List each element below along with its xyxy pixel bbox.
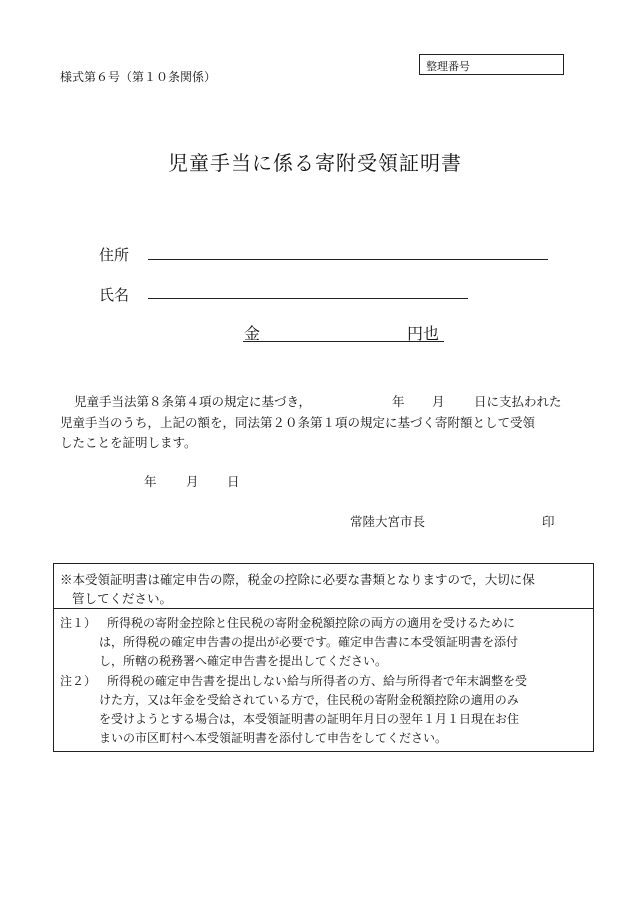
note-2-line: けた方，又は年金を受給されている方で，住民税の寄附金税額控除の適用のみ (99, 693, 519, 707)
note-1-line: は，所得税の確定申告書の提出が必要です。確定申告書に本受領証明書を添付 (99, 635, 519, 649)
notice-line-2: 管してください。 (72, 591, 173, 606)
issue-date-day: 日 (227, 474, 240, 489)
reference-number-box[interactable] (419, 54, 564, 75)
body-year-label: 年 (392, 394, 405, 409)
issue-date-year: 年 (144, 474, 157, 489)
form-number: 様式第６号（第１０条関係） (60, 70, 217, 84)
note-2-line: 所得税の確定申告書を提出しない給与所得者の方、給与所得者で年末調整を受 (107, 674, 528, 688)
name-field[interactable] (148, 298, 468, 299)
note-1-heading: 注１） (60, 616, 97, 630)
note-2-heading: 注２） (60, 674, 97, 688)
address-field[interactable] (148, 259, 548, 260)
note-1-line: 所得税の寄附金控除と住民税の寄附金税額控除の両方の適用を受けるために (107, 616, 516, 630)
name-label: 氏名 (99, 286, 130, 304)
body-line-3: したことを証明します。 (60, 435, 197, 450)
amount-field[interactable] (243, 341, 444, 342)
address-label: 住所 (99, 246, 130, 264)
body-month-label: 月 (432, 394, 445, 409)
issue-date-month: 月 (186, 474, 199, 489)
page-title: 児童手当に係る寄附受領証明書 (168, 151, 462, 175)
reference-number-label: 整理番号 (426, 60, 470, 73)
amount-prefix: 金 (244, 324, 261, 343)
note-2-line: まいの市区町村へ本受領証明書を添付して申告をしてください。 (99, 731, 448, 745)
body-line-1: 児童手当法第８条第４項の規定に基づき， (74, 394, 312, 409)
notice-line-1: ※本受領証明書は確定申告の際，税金の控除に必要な書類となりますので，大切に保 (60, 572, 535, 587)
amount-suffix: 円也 (407, 324, 440, 343)
notice-divider (53, 608, 594, 609)
body-line-2: 児童手当のうち，上記の額を，同法第２０条第１項の規定に基づく寄附額として受領 (60, 415, 536, 430)
body-day-label: 日に支払われた (474, 394, 562, 409)
note-2-line: を受けようとする場合は，本受領証明書の証明年月日の翌年１月１日現在お住 (99, 712, 520, 726)
note-1-line: し，所轄の税務署へ確定申告書を提出してください。 (99, 654, 388, 668)
issuer-name: 常陸大宮市長 (350, 514, 426, 529)
seal-mark: 印 (542, 514, 555, 529)
